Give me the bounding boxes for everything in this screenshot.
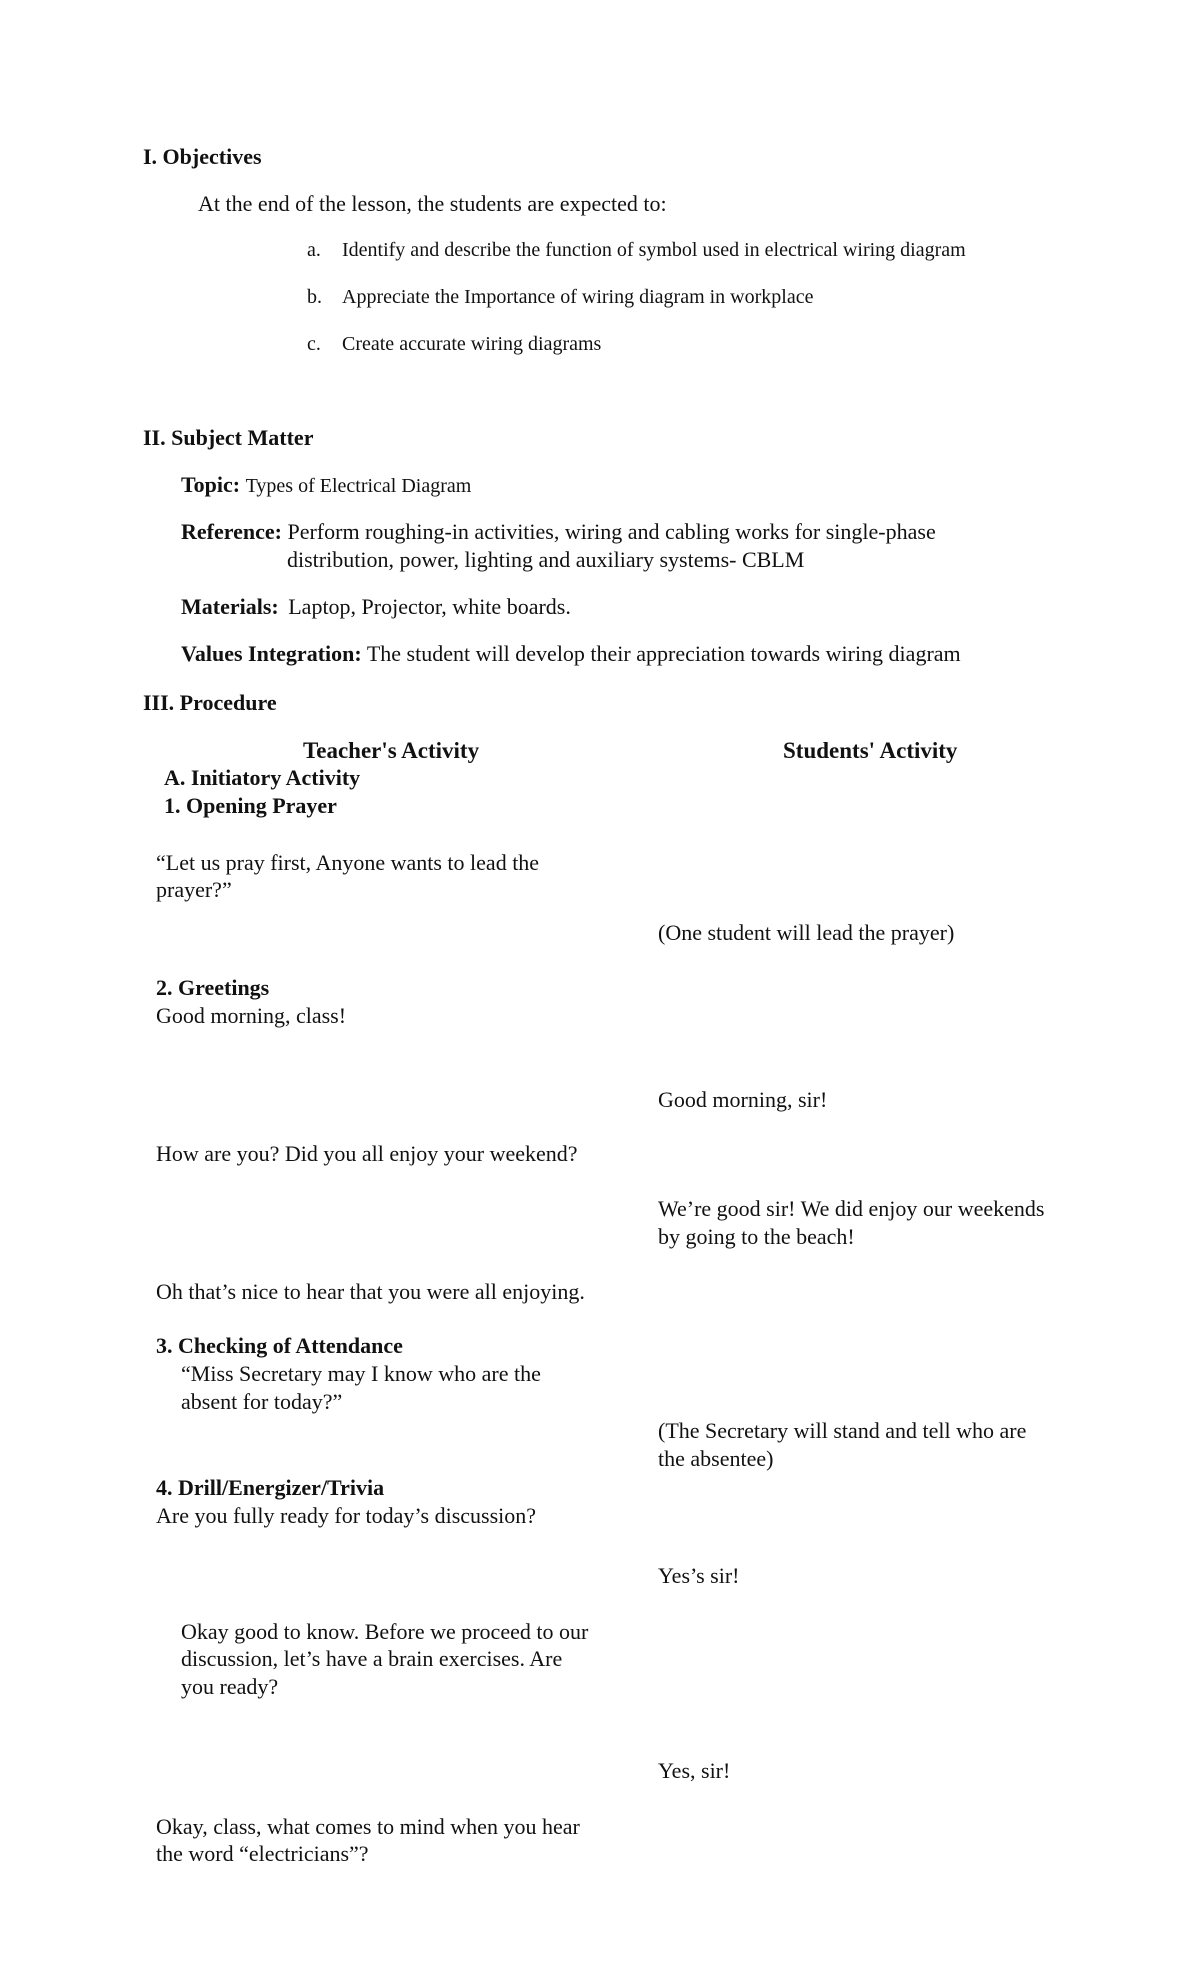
materials-line xyxy=(181,594,571,620)
objective-a-text: Identify and describe the function of symbol used in electrical wiring diagram xyxy=(342,239,966,261)
materials-value: Laptop, Projector, white boards. xyxy=(288,594,571,619)
topic-value: Types of Electrical Diagram xyxy=(245,475,472,497)
initiatory-activity-heading: A. Initiatory Activity xyxy=(164,765,361,790)
objective-c-text: Create accurate wiring diagrams xyxy=(342,333,602,355)
values-value: The student will develop their appreciation towards wiring diagram xyxy=(366,641,961,666)
greetings-text: Good morning, class! xyxy=(156,1003,347,1028)
objective-b-text: Appreciate the Importance of wiring diagram in workplace xyxy=(342,286,814,308)
greetings-heading: 2. Greetings xyxy=(156,975,270,1000)
prayer-response: (One student will lead the prayer) xyxy=(658,920,955,945)
subject-matter-heading: II. Subject Matter xyxy=(143,425,314,450)
ready-response: Yes, sir! xyxy=(658,1758,731,1783)
topic-line xyxy=(181,472,471,498)
attendance-response-line2: the absentee) xyxy=(658,1446,774,1471)
attendance-line1: “Miss Secretary may I know who are the xyxy=(181,1361,541,1386)
okay-line1: Okay good to know. Before we proceed to our xyxy=(181,1619,589,1644)
objective-c-marker: c. xyxy=(307,333,321,355)
reference-value-line2: distribution, power, lighting and auxiliary systems- CBLM xyxy=(287,547,805,572)
prayer-line1: “Let us pray first, Anyone wants to lead the xyxy=(156,850,540,875)
objective-b-marker: b. xyxy=(307,286,322,308)
objective-a-marker: a. xyxy=(307,239,321,261)
greetings-response: Good morning, sir! xyxy=(658,1087,828,1112)
weekend-response-line2: by going to the beach! xyxy=(658,1224,855,1249)
attendance-line2: absent for today?” xyxy=(181,1389,343,1414)
values-label: Values Integration: xyxy=(181,641,362,666)
values-line xyxy=(181,641,961,667)
drill-heading: 4. Drill/Energizer/Trivia xyxy=(156,1475,385,1500)
topic-label: Topic: xyxy=(181,472,241,497)
reference-label: Reference: xyxy=(181,519,282,544)
attendance-heading: 3. Checking of Attendance xyxy=(156,1333,403,1358)
reference-line xyxy=(181,519,936,545)
nice-to-hear-text: Oh that’s nice to hear that you were all enjoying. xyxy=(156,1279,585,1304)
weekend-response-line1: We’re good sir! We did enjoy our weekends xyxy=(658,1196,1045,1221)
procedure-heading: III. Procedure xyxy=(143,690,277,715)
opening-prayer-heading: 1. Opening Prayer xyxy=(164,793,337,818)
objectives-heading: I. Objectives xyxy=(143,144,262,169)
okay-line3: you ready? xyxy=(181,1674,279,1699)
drill-response: Yes’s sir! xyxy=(658,1563,740,1588)
okay-line2: discussion, let’s have a brain exercises. Are xyxy=(181,1646,563,1671)
drill-text: Are you fully ready for today’s discussion? xyxy=(156,1503,537,1528)
teacher-activity-heading: Teacher's Activity xyxy=(303,738,480,763)
objectives-intro: At the end of the lesson, the students are expected to: xyxy=(198,191,667,216)
prayer-line2: prayer?” xyxy=(156,877,232,902)
how-are-you-text: How are you? Did you all enjoy your weekend? xyxy=(156,1141,578,1166)
electricians-line2: the word “electricians”? xyxy=(156,1841,369,1866)
students-activity-heading: Students' Activity xyxy=(783,738,958,763)
reference-value-line1: Perform roughing-in activities, wiring and cabling works for single-phase xyxy=(287,519,936,544)
electricians-line1: Okay, class, what comes to mind when you hear xyxy=(156,1814,580,1839)
materials-label: Materials: xyxy=(181,594,279,619)
attendance-response-line1: (The Secretary will stand and tell who are xyxy=(658,1418,1027,1443)
